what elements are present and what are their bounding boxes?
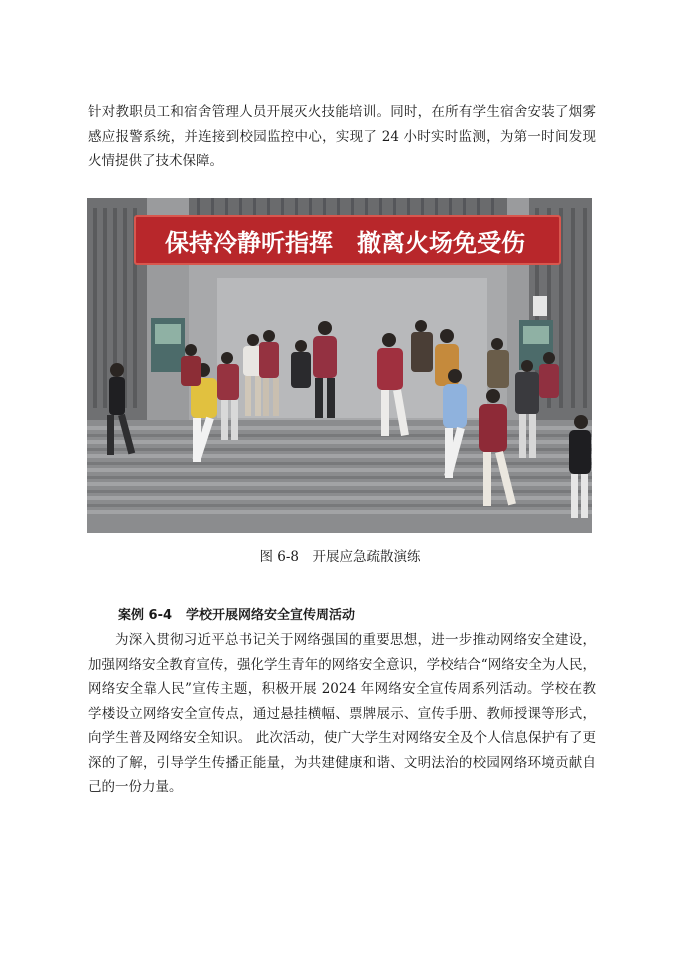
figure-caption: 图 6-8 开展应急疏散演练 (259, 549, 421, 565)
evacuation-drill-photo (87, 198, 592, 533)
case-title: 学校开展网络安全宣传周活动 (186, 608, 356, 623)
case-body-paragraph: 为深入贯彻习近平总书记关于网络强国的重要思想，进一步推动网络安全建设，加强网络安全教育宣传，强化学生青年的网络安全意识，学校结合“网络安全为人民，网络安全靠人民”宣传主题，积极开展 2024 年网络安全宣传周系列活动。学校在教学楼设立网络安全宣传点，通过悬挂横幅、票牌展示、宣传手册、教师授课等形式，向学生普及网络安全知识。 此次活动，使广大学生对网络安全及个人信息保护有了更深的了解，引导学生传播正能量，为共建健康和谐、文明法治的校园网络环境贡献自己的一份力量。 (88, 632, 596, 795)
banner-right-text: 撤离火场免受伤 (357, 229, 525, 257)
case-number: 案例 6-4 (118, 608, 173, 623)
case-heading (118, 604, 369, 623)
banner-left-text: 保持冷静听指挥 (165, 229, 333, 257)
intro-paragraph: 针对教职员工和宿舍管理人员开展灭火技能培训。同时，在所有学生宿舍安装了烟雾感应报警系统，并连接到校园监控中心，实现了 24 小时实时监测，为第一时间发现火情提供了技术保障。 (88, 104, 596, 169)
